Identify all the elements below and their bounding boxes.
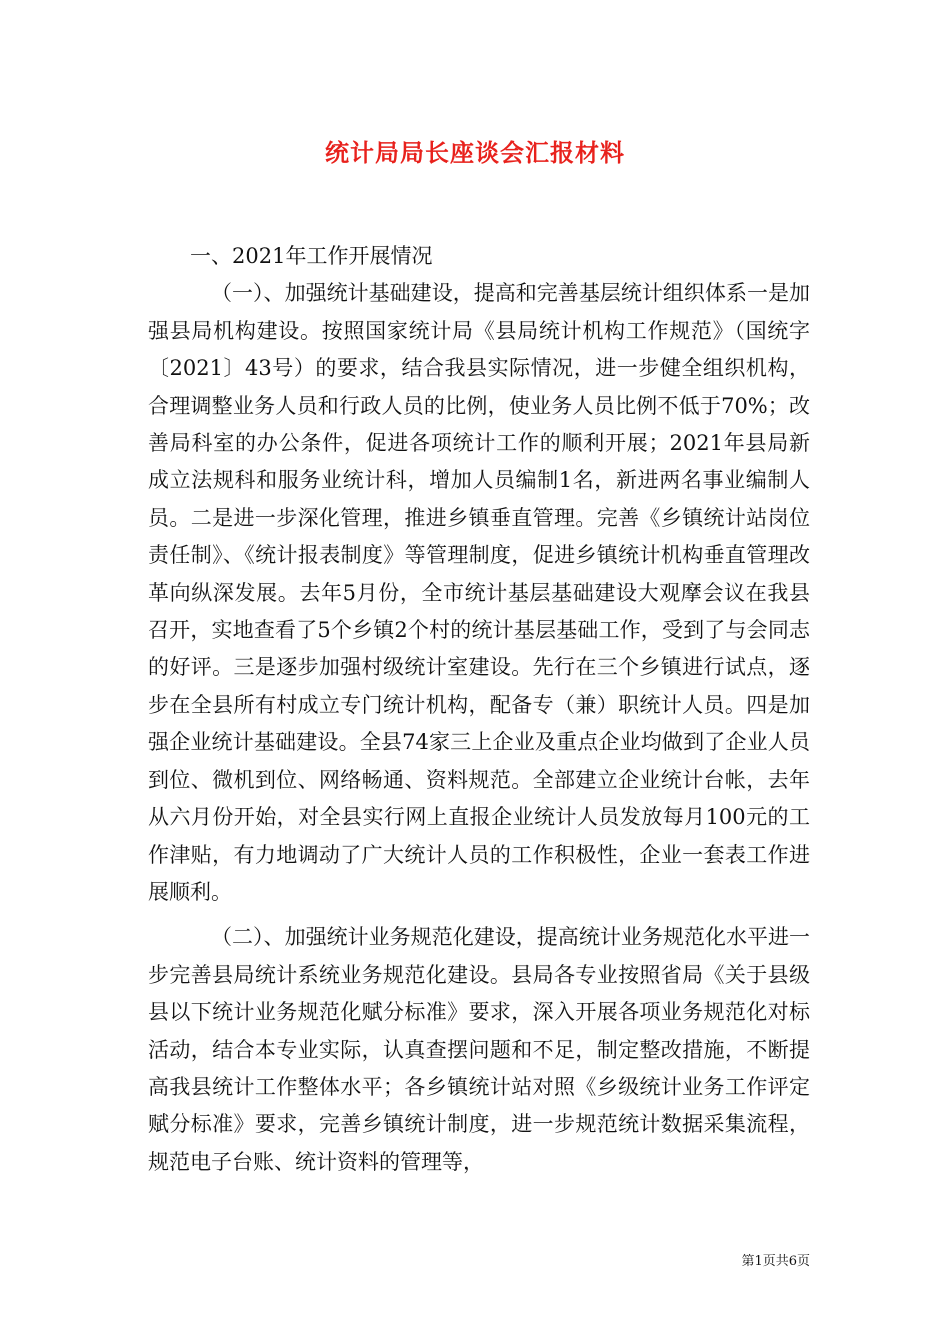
paragraph-1: （一）、加强统计基础建设，提高和完善基层统计组织体系一是加强县局机构建设。按照国家统计局《县局统计机构工作规范》（国统字〔2021〕43号）的要求，结合我县实际情况，进一步健全组织机构，合理调整业务人员和行政人员的比例，使业务人员比例不低于70%；改善局科室的办公条件，促进各项统计工作的顺利开展；2021年县局新成立法规科和服务业统计科，增加人员编制1名，新进两名事业编制人员。二是进一步深化管理，推进乡镇垂直管理。完善《乡镇统计站岗位责任制》、《统计报表制度》等管理制度，促进乡镇统计机构垂直管理改革向纵深发展。去年5月份，全市统计基层基础建设大观摩会议在我县召开，实地查看了5个乡镇2个村的统计基层基础工作，受到了与会同志的好评。三是逐步加强村级统计室建设。先行在三个乡镇进行试点，逐步在全县所有村成立专门统计机构，配备专（兼）职统计人员。四是加强企业统计基础建设。全县74家三上企业及重点企业均做到了企业人员到位、微机到位、网络畅通、资料规范。全部建立企业统计台帐，去年从六月份开始，对全县实行网上直报企业统计人员发放每月100元的工作津贴，有力地调动了广大统计人员的工作积极性，企业一套表工作进展顺利。 [148,281,810,904]
page-title: 统计局局长座谈会汇报材料 [325,138,625,167]
paragraph-2: （二）、加强统计业务规范化建设，提高统计业务规范化水平进一步完善县局统计系统业务规范化建设。县局各专业按照省局《关于县级县以下统计业务规范化赋分标准》要求，深入开展各项业务规范化对标活动，结合本专业实际，认真查摆问题和不足，制定整改措施，不断提高我县统计工作整体水平；各乡镇统计站对照《乡级统计业务工作评定赋分标准》要求，完善乡镇统计制度，进一步规范统计数据采集流程，规范电子台账、统计资料的管理等， [148,925,810,1174]
document-body [148,238,810,1181]
section-heading: 一、2021年工作开展情况 [190,244,433,268]
page-number: 第1页共6页 [741,1254,810,1269]
